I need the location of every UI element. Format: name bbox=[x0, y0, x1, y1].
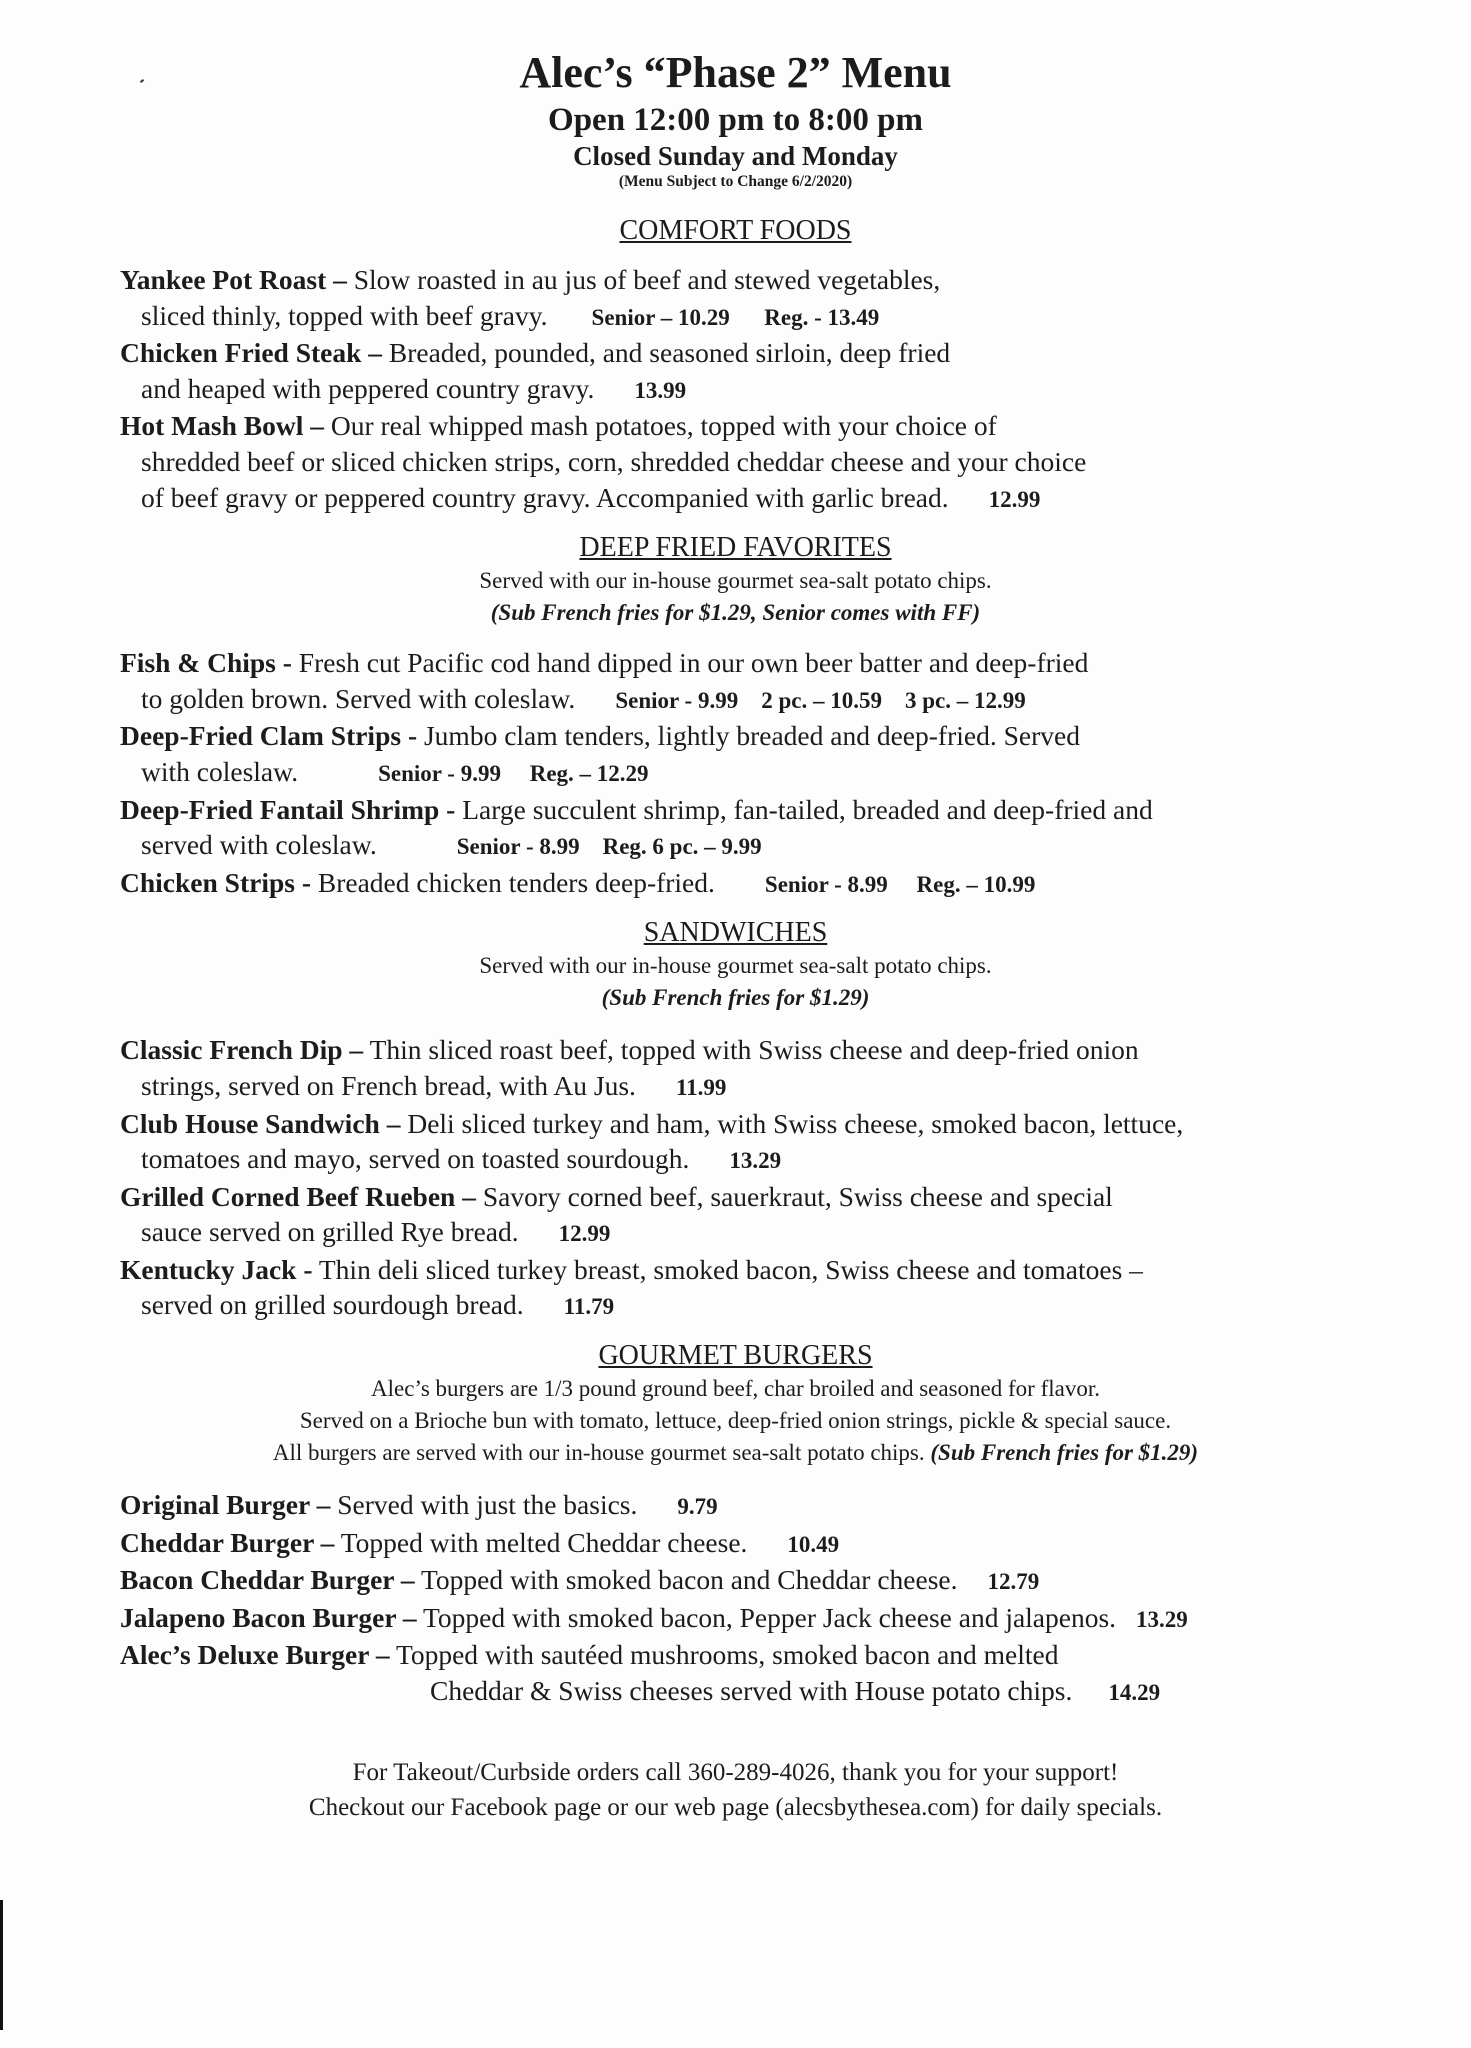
item-description: to golden brown. Served with coleslaw. bbox=[141, 682, 576, 714]
section-note-italic: (Sub French fries for $1.29, Senior comes with FF) bbox=[490, 600, 981, 626]
item-name: Kentucky Jack - bbox=[120, 1253, 313, 1285]
item-price: 12.79 bbox=[987, 1569, 1040, 1595]
menu-item bbox=[120, 865, 1360, 903]
item-price: Senior - 9.99 Reg. – 12.29 bbox=[378, 760, 649, 786]
section-note-italic: (Sub French fries for $1.29) bbox=[601, 985, 870, 1011]
section-title-sandwiches: SANDWICHES bbox=[643, 917, 828, 949]
item-description: served with coleslaw. bbox=[141, 829, 377, 861]
item-name: Chicken Strips - bbox=[120, 866, 311, 898]
menu-item bbox=[120, 1487, 1360, 1525]
item-price: 11.99 bbox=[675, 1074, 727, 1100]
item-description: Our real whipped mash potatoes, topped with your choice of bbox=[323, 410, 997, 442]
item-description: Breaded chicken tenders deep-fried. bbox=[311, 866, 715, 898]
item-description: sliced thinly, topped with beef gravy. bbox=[141, 299, 548, 331]
page-title: Alec’s “Phase 2” Menu bbox=[519, 48, 952, 97]
item-price: 14.29 bbox=[1108, 1680, 1161, 1706]
burgers-list bbox=[0, 1487, 1471, 1711]
item-name: Chicken Fried Steak – bbox=[120, 337, 383, 369]
item-description: Deli sliced turkey and ham, with Swiss cheese, smoked bacon, lettuce, bbox=[400, 1107, 1184, 1139]
item-price: Senior – 10.29 Reg. - 13.49 bbox=[591, 304, 880, 330]
item-description: Breaded, pounded, and seasoned sirloin, deep fried bbox=[382, 337, 951, 369]
item-name: Hot Mash Bowl – bbox=[120, 410, 324, 442]
item-name: Bacon Cheddar Burger – bbox=[120, 1564, 415, 1596]
footer-website-line: Checkout our Facebook page or our web page (alecsbythesea.com) for daily specials. bbox=[308, 1793, 1163, 1821]
section-note-italic: (Sub French fries for $1.29) bbox=[930, 1440, 1199, 1466]
item-name: Alec’s Deluxe Burger – bbox=[120, 1639, 390, 1671]
item-price: Senior - 8.99 Reg. 6 pc. – 9.99 bbox=[456, 834, 762, 860]
menu-item bbox=[120, 645, 1360, 718]
item-description: Topped with smoked bacon, Pepper Jack cheese and jalapenos. bbox=[416, 1601, 1117, 1633]
section-note: All burgers are served with our in-house gourmet sea-salt potato chips. bbox=[272, 1440, 931, 1466]
section-note: Alec’s burgers are 1/3 pound ground beef, char broiled and seasoned for flavor. bbox=[371, 1376, 1100, 1402]
item-description: Topped with smoked bacon and Cheddar cheese. bbox=[414, 1564, 958, 1596]
menu-item bbox=[120, 262, 1360, 335]
item-name: Club House Sandwich – bbox=[120, 1107, 401, 1139]
section-note: Served with our in-house gourmet sea-salt potato chips. bbox=[479, 953, 992, 979]
item-description: with coleslaw. bbox=[141, 755, 299, 787]
item-description: sauce served on grilled Rye bread. bbox=[141, 1216, 519, 1248]
item-name: Jalapeno Bacon Burger – bbox=[120, 1601, 417, 1633]
menu-item bbox=[120, 1252, 1360, 1325]
item-price: 13.99 bbox=[634, 377, 687, 403]
menu-item bbox=[120, 1600, 1360, 1638]
menu-item bbox=[120, 408, 1360, 517]
item-name: Fish & Chips - bbox=[120, 647, 292, 679]
item-description: served on grilled sourdough bread. bbox=[141, 1289, 524, 1321]
item-description: Fresh cut Pacific cod hand dipped in our own beer batter and deep-fried bbox=[291, 647, 1089, 679]
sandwiches-list bbox=[0, 1032, 1471, 1325]
item-description: and heaped with peppered country gravy. bbox=[141, 372, 595, 404]
item-price: Senior - 9.99 2 pc. – 10.59 3 pc. – 12.99 bbox=[615, 687, 1026, 713]
footer-takeout-line: For Takeout/Curbside orders call 360-289-4026, thank you for your support! bbox=[352, 1758, 1119, 1786]
item-description: shredded beef or sliced chicken strips, corn, shredded cheddar cheese and your choice bbox=[141, 445, 1087, 477]
item-description: strings, served on French bread, with Au Jus. bbox=[141, 1069, 636, 1101]
deep-fried-list bbox=[0, 645, 1471, 902]
section-title-deep-fried: DEEP FRIED FAVORITES bbox=[579, 532, 892, 564]
item-description: Slow roasted in au jus of beef and stewed vegetables, bbox=[346, 264, 941, 295]
hours-text: Open 12:00 pm to 8:00 pm bbox=[548, 102, 923, 138]
item-name: Yankee Pot Roast – bbox=[120, 264, 347, 295]
item-name: Deep-Fried Clam Strips - bbox=[120, 720, 418, 752]
item-price: Senior - 8.99 Reg. – 10.99 bbox=[764, 871, 1036, 897]
item-description: of beef gravy or peppered country gravy. Accompanied with garlic bread. bbox=[141, 481, 949, 513]
item-name: Cheddar Burger – bbox=[120, 1526, 335, 1558]
scan-mark bbox=[0, 1900, 3, 2030]
item-name: Original Burger – bbox=[120, 1489, 331, 1521]
item-description: Topped with sautéed mushrooms, smoked bacon and melted bbox=[389, 1639, 1059, 1671]
menu-item bbox=[120, 1525, 1360, 1563]
item-description: tomatoes and mayo, served on toasted sourdough. bbox=[141, 1143, 690, 1175]
menu-item bbox=[120, 718, 1360, 791]
item-price: 12.99 bbox=[558, 1221, 611, 1247]
item-description: Served with just the basics. bbox=[330, 1489, 638, 1521]
item-price: 9.79 bbox=[677, 1494, 718, 1520]
section-note: Served with our in-house gourmet sea-salt potato chips. bbox=[479, 568, 992, 594]
item-price: 12.99 bbox=[988, 486, 1041, 512]
menu-header bbox=[0, 0, 1471, 192]
item-description: Topped with melted Cheddar cheese. bbox=[334, 1526, 748, 1558]
item-price: 10.49 bbox=[787, 1531, 840, 1557]
menu-item bbox=[120, 1179, 1360, 1252]
menu-item bbox=[120, 1032, 1360, 1105]
item-description: Thin deli sliced turkey breast, smoked bacon, Swiss cheese and tomatoes – bbox=[312, 1253, 1143, 1285]
menu-item bbox=[120, 1106, 1360, 1179]
menu-item bbox=[120, 1562, 1360, 1600]
item-price: 13.29 bbox=[1136, 1606, 1188, 1632]
section-note: Served on a Brioche bun with tomato, lettuce, deep-fried onion strings, pickle & special sauce. bbox=[299, 1408, 1172, 1434]
menu-item bbox=[120, 792, 1360, 865]
menu-date-note: (Menu Subject to Change 6/2/2020) bbox=[618, 173, 853, 190]
section-title-comfort-foods: COMFORT FOODS bbox=[619, 215, 852, 246]
menu-footer bbox=[0, 1755, 1471, 1825]
item-description: Cheddar & Swiss cheeses served with House potato chips. bbox=[430, 1675, 1073, 1707]
closed-days-text: Closed Sunday and Monday bbox=[573, 141, 898, 171]
item-description: Jumbo clam tenders, lightly breaded and deep-fried. Served bbox=[417, 720, 1080, 752]
section-title-burgers: GOURMET BURGERS bbox=[598, 1340, 873, 1372]
item-description: Savory corned beef, sauerkraut, Swiss cheese and special bbox=[475, 1180, 1113, 1212]
item-name: Grilled Corned Beef Rueben – bbox=[120, 1180, 476, 1212]
menu-item bbox=[120, 1637, 1360, 1710]
item-description: Thin sliced roast beef, topped with Swiss cheese and deep-fried onion bbox=[363, 1034, 1139, 1066]
item-name: Classic French Dip – bbox=[120, 1034, 364, 1066]
item-name: Deep-Fried Fantail Shrimp - bbox=[120, 793, 456, 825]
item-price: 13.29 bbox=[729, 1148, 782, 1174]
menu-item bbox=[120, 335, 1360, 408]
comfort-foods-list bbox=[0, 262, 1471, 517]
item-description: Large succulent shrimp, fan-tailed, breaded and deep-fried and bbox=[455, 793, 1153, 825]
item-price: 11.79 bbox=[563, 1294, 615, 1320]
